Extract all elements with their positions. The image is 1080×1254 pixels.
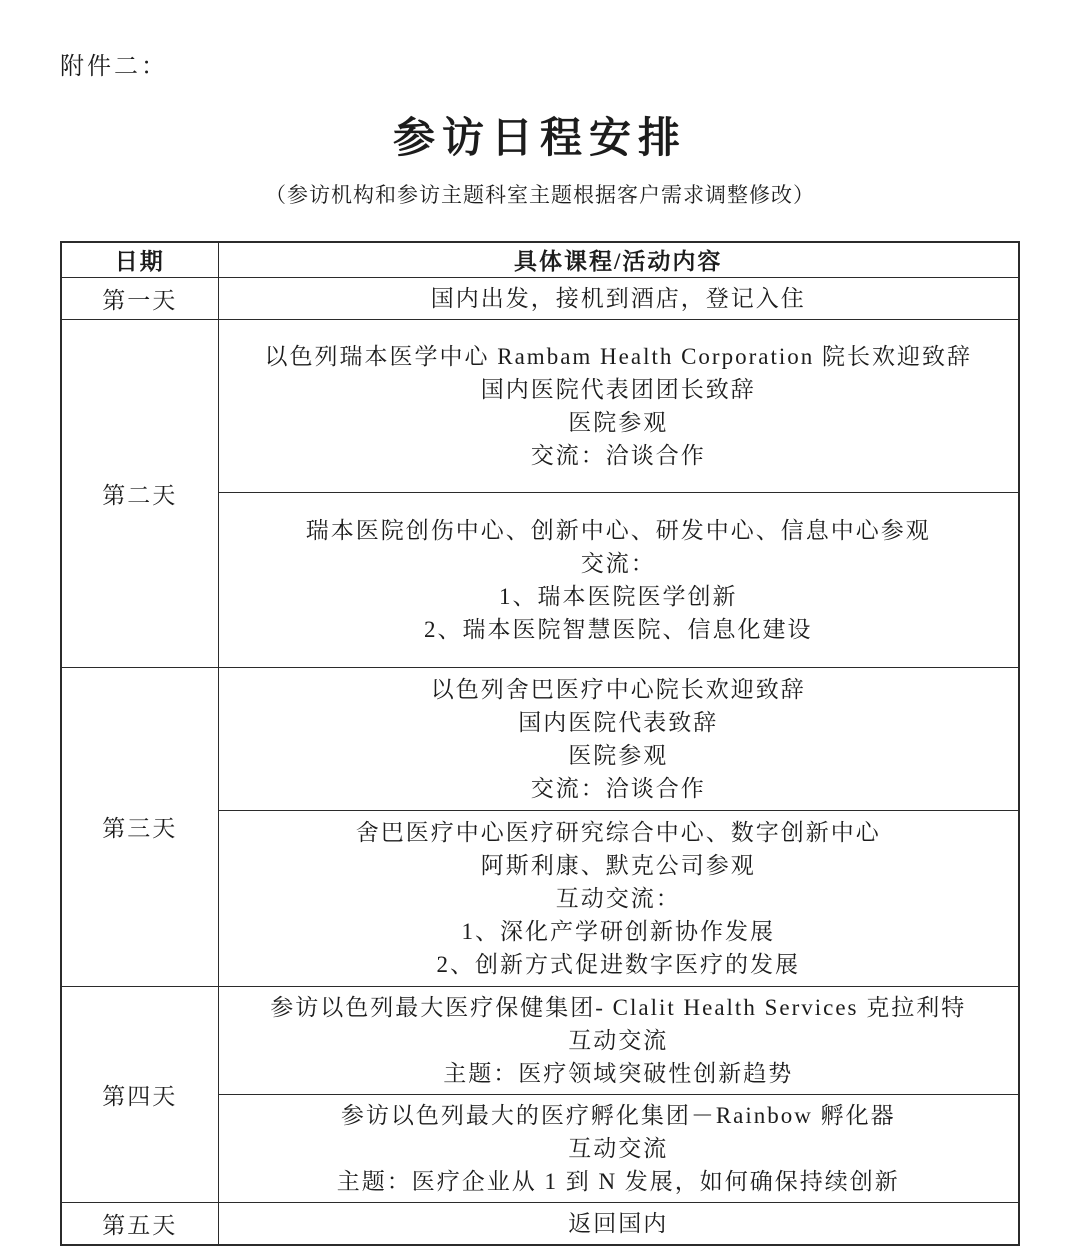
day-cell: 第五天 — [61, 1202, 218, 1245]
activity-line: 国内出发，接机到酒店，登记入住 — [430, 285, 806, 311]
activity-line: 以色列舍巴医疗中心院长欢迎致辞 — [430, 676, 806, 702]
activity-line: 舍巴医疗中心医疗研究综合中心、数字创新中心 — [355, 819, 881, 845]
activity-cell — [218, 1202, 1019, 1245]
table-header-content: 具体课程/活动内容 — [218, 242, 1019, 277]
page-title: 参访日程安排 — [392, 116, 687, 162]
activity-line: 互动交流 — [568, 1135, 669, 1161]
activity-line: 互动交流 — [568, 1027, 669, 1053]
activity-line: 互动交流： — [555, 885, 681, 911]
activity-line: 交流： — [580, 550, 656, 576]
activity-line: 主题：医疗企业从 1 到 N 发展，如何确保持续创新 — [336, 1168, 900, 1194]
day-cell: 第一天 — [61, 277, 218, 319]
activity-line: 主题：医疗领域突破性创新趋势 — [443, 1060, 794, 1086]
activity-line: 2、创新方式促进数字医疗的发展 — [436, 951, 800, 977]
activity-cell — [218, 810, 1019, 986]
activity-cell — [218, 667, 1019, 810]
day-cell: 第三天 — [61, 667, 218, 986]
schedule-table-body — [61, 277, 1019, 1245]
activity-cell — [218, 277, 1019, 319]
activity-line: 以色列瑞本医学中心 Rambam Health Corporation 院长欢迎致辞 — [264, 343, 972, 369]
activity-line: 交流：洽谈合作 — [530, 442, 706, 468]
activity-line: 医院参观 — [568, 742, 669, 768]
activity-line: 国内医院代表致辞 — [518, 709, 719, 735]
table-row — [61, 667, 1019, 810]
attachment-label: 附件二： — [60, 54, 168, 80]
activity-line: 参访以色列最大的医疗孵化集团－Rainbow 孵化器 — [340, 1102, 896, 1128]
table-row — [61, 1202, 1019, 1245]
day-cell: 第二天 — [61, 319, 218, 667]
activity-line: 阿斯利康、默克公司参观 — [480, 852, 756, 878]
activity-line: 医院参观 — [568, 409, 669, 435]
table-row — [61, 319, 1019, 492]
table-row — [61, 277, 1019, 319]
activity-line: 1、深化产学研创新协作发展 — [461, 918, 775, 944]
activity-line: 返回国内 — [568, 1210, 669, 1236]
activity-cell — [218, 319, 1019, 492]
activity-line: 2、瑞本医院智慧医院、信息化建设 — [424, 616, 813, 642]
activity-line: 参访以色列最大医疗保健集团- Clalit Health Services 克拉利特 — [270, 994, 967, 1020]
activity-line: 瑞本医院创伤中心、创新中心、研发中心、信息中心参观 — [305, 517, 931, 543]
activity-cell — [218, 986, 1019, 1094]
activity-line: 国内医院代表团团长致辞 — [480, 376, 756, 402]
activity-cell — [218, 492, 1019, 667]
day-cell: 第四天 — [61, 986, 218, 1202]
page-subtitle: （参访机构和参访主题科室主题根据客户需求调整修改） — [265, 183, 815, 207]
schedule-table — [60, 241, 1020, 1246]
table-row — [61, 986, 1019, 1094]
activity-cell — [218, 1094, 1019, 1202]
table-header-date: 日期 — [61, 242, 218, 277]
activity-line: 1、瑞本医院医学创新 — [499, 583, 738, 609]
table-header-row — [61, 242, 1019, 277]
activity-line: 交流：洽谈合作 — [530, 775, 706, 801]
